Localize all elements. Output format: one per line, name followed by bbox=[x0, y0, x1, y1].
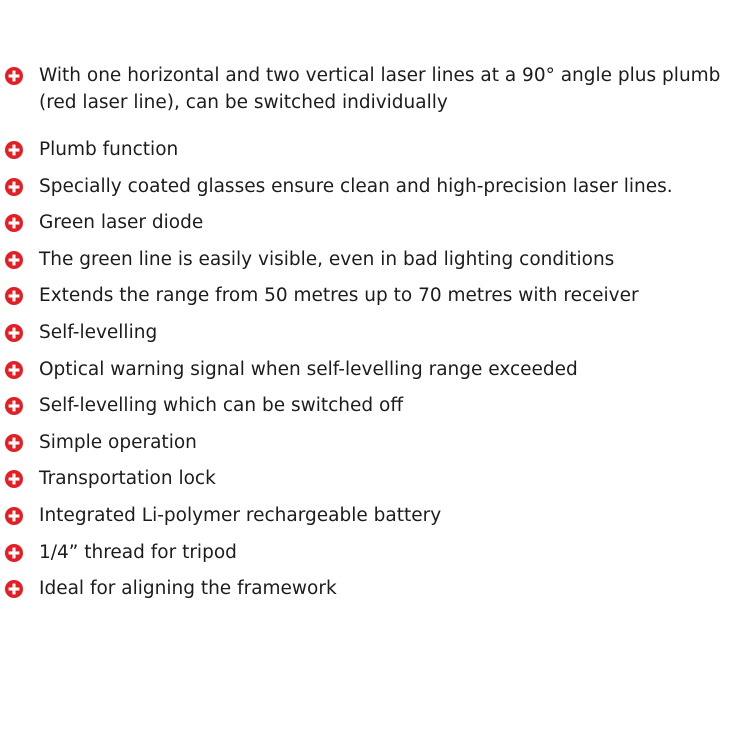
feature-text: Simple operation bbox=[39, 431, 197, 453]
feature-text: With one horizontal and two vertical laser lines at a 90° angle plus plumb bbox=[39, 65, 721, 86]
feature-item bbox=[0, 575, 754, 602]
feature-text: Integrated Li-polymer rechargeable battery bbox=[39, 504, 442, 526]
feature-text: The green line is easily visible, even in bad lighting conditions bbox=[39, 248, 615, 270]
plus-circle-icon bbox=[5, 141, 23, 159]
feature-item bbox=[0, 62, 754, 116]
feature-item bbox=[0, 502, 754, 529]
feature-item bbox=[0, 136, 754, 163]
feature-item bbox=[0, 246, 754, 273]
feature-text: Ideal for aligning the framework bbox=[39, 578, 337, 600]
feature-item bbox=[0, 282, 754, 309]
plus-circle-icon bbox=[5, 580, 23, 598]
plus-circle-icon bbox=[5, 178, 23, 196]
feature-item bbox=[0, 429, 754, 456]
feature-text: Self-levelling bbox=[39, 321, 158, 343]
plus-circle-icon bbox=[5, 434, 23, 452]
plus-circle-icon bbox=[5, 470, 23, 488]
feature-item bbox=[0, 392, 754, 419]
plus-circle-icon bbox=[5, 251, 23, 269]
plus-circle-icon bbox=[5, 397, 23, 415]
feature-text: 1/4” thread for tripod bbox=[39, 541, 237, 563]
plus-circle-icon bbox=[5, 361, 23, 379]
plus-circle-icon bbox=[5, 507, 23, 525]
plus-circle-icon bbox=[5, 67, 23, 85]
feature-text: Self-levelling which can be switched off bbox=[39, 395, 404, 417]
feature-list bbox=[0, 62, 754, 612]
feature-item bbox=[0, 209, 754, 236]
feature-item bbox=[0, 319, 754, 346]
feature-text: Green laser diode bbox=[39, 212, 204, 234]
feature-item bbox=[0, 539, 754, 566]
plus-circle-icon bbox=[5, 287, 23, 305]
feature-text: Specially coated glasses ensure clean and high-precision laser lines. bbox=[39, 175, 673, 197]
feature-item bbox=[0, 173, 754, 200]
feature-text: (red laser line), can be switched individually bbox=[39, 92, 448, 113]
feature-text: Transportation lock bbox=[39, 468, 216, 490]
plus-circle-icon bbox=[5, 214, 23, 232]
feature-text: Plumb function bbox=[39, 139, 179, 160]
feature-text: Extends the range from 50 metres up to 70 metres with receiver bbox=[39, 285, 639, 307]
plus-circle-icon bbox=[5, 324, 23, 342]
plus-circle-icon bbox=[5, 544, 23, 562]
feature-item bbox=[0, 356, 754, 383]
feature-text: Optical warning signal when self-levelling range exceeded bbox=[39, 358, 578, 380]
feature-item bbox=[0, 465, 754, 492]
